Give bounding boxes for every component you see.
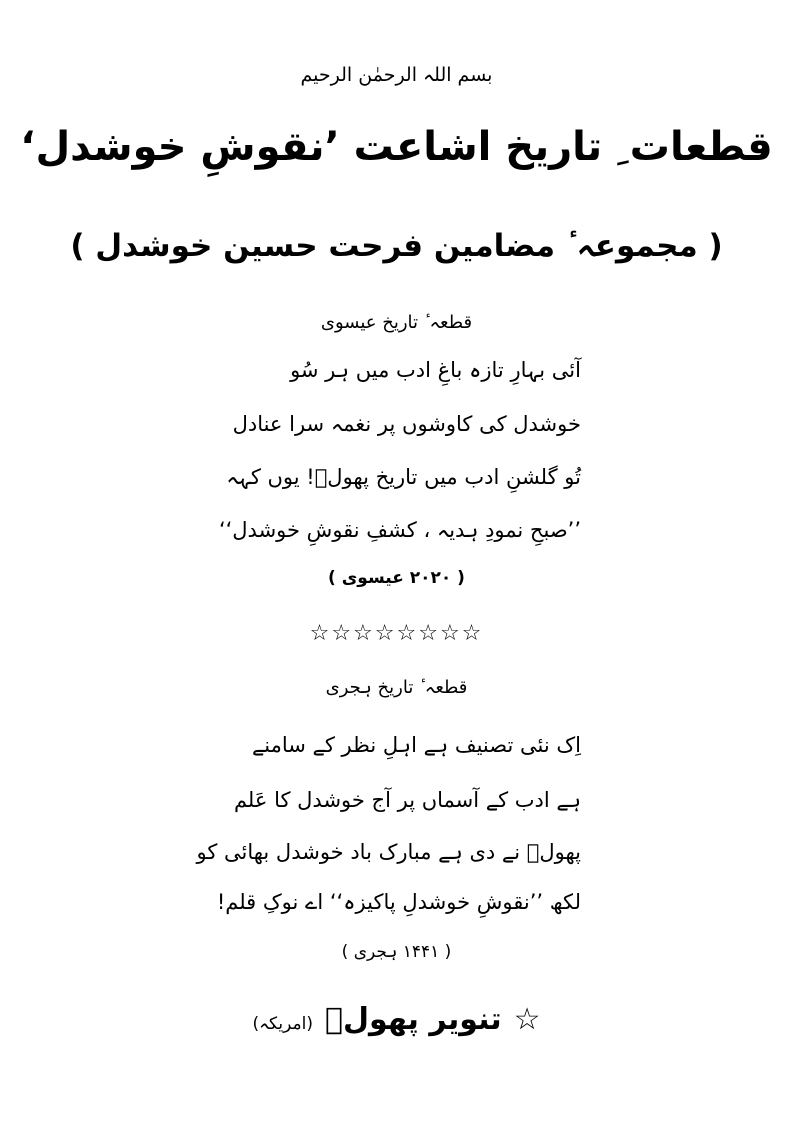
page-title: قطعات ِ تاریخ اشاعت ’نقوشِ خوشدل‘ bbox=[20, 124, 773, 170]
author-name: تنویر پھولؔ bbox=[325, 1002, 502, 1037]
verse-line: آئی بہارِ تازہ باغِ ادب میں ہر سُو bbox=[290, 358, 581, 382]
verse-line: تُو گلشنِ ادب میں تاریخ پھولؔ! یوں کہہ bbox=[226, 465, 581, 489]
star-icon: ☆ bbox=[513, 1002, 541, 1037]
verse-line: پھولؔ نے دی ہے مبارک باد خوشدل بھائی کو bbox=[196, 840, 581, 864]
section-heading-gregorian: قطعہ ٔ تاریخ عیسوی bbox=[320, 312, 473, 333]
section-heading-hijri: قطعہ ٔ تاریخ ہجری bbox=[325, 677, 468, 698]
page-subtitle: ( مجموعہ ٔ مضامین فرحت حسین خوشدل ) bbox=[70, 228, 723, 264]
star-separator: ☆☆☆☆☆☆☆☆ bbox=[309, 621, 484, 646]
verse-line: خوشدل کی کاوشوں پر نغمہ سرا عنادل bbox=[232, 412, 581, 436]
year-gregorian: ( ۲۰۲۰ عیسوی ) bbox=[328, 568, 465, 588]
verse-line: لکھ ’’نقوشِ خوشدلِ پاکیزہ‘‘ اے نوکِ قلم! bbox=[216, 890, 581, 914]
bismillah: بسم اللہ الرحمٰن الرحیم bbox=[300, 64, 493, 86]
signature-group bbox=[252, 1002, 540, 1037]
signature bbox=[0, 1002, 793, 1037]
verse-line: ہے ادب کے آسماں پر آج خوشدل کا عَلم bbox=[233, 788, 581, 812]
author-location: (امریکہ) bbox=[252, 1014, 314, 1034]
verse-line: اِک نئی تصنیف ہے اہلِ نظر کے سامنے bbox=[251, 733, 581, 757]
verse-line: ’’صبحِ نمودِ ہدیہ ، کشفِ نقوشِ خوشدل‘‘ bbox=[218, 518, 581, 542]
year-hijri: ( ۱۴۴۱ ہجری ) bbox=[341, 942, 452, 962]
